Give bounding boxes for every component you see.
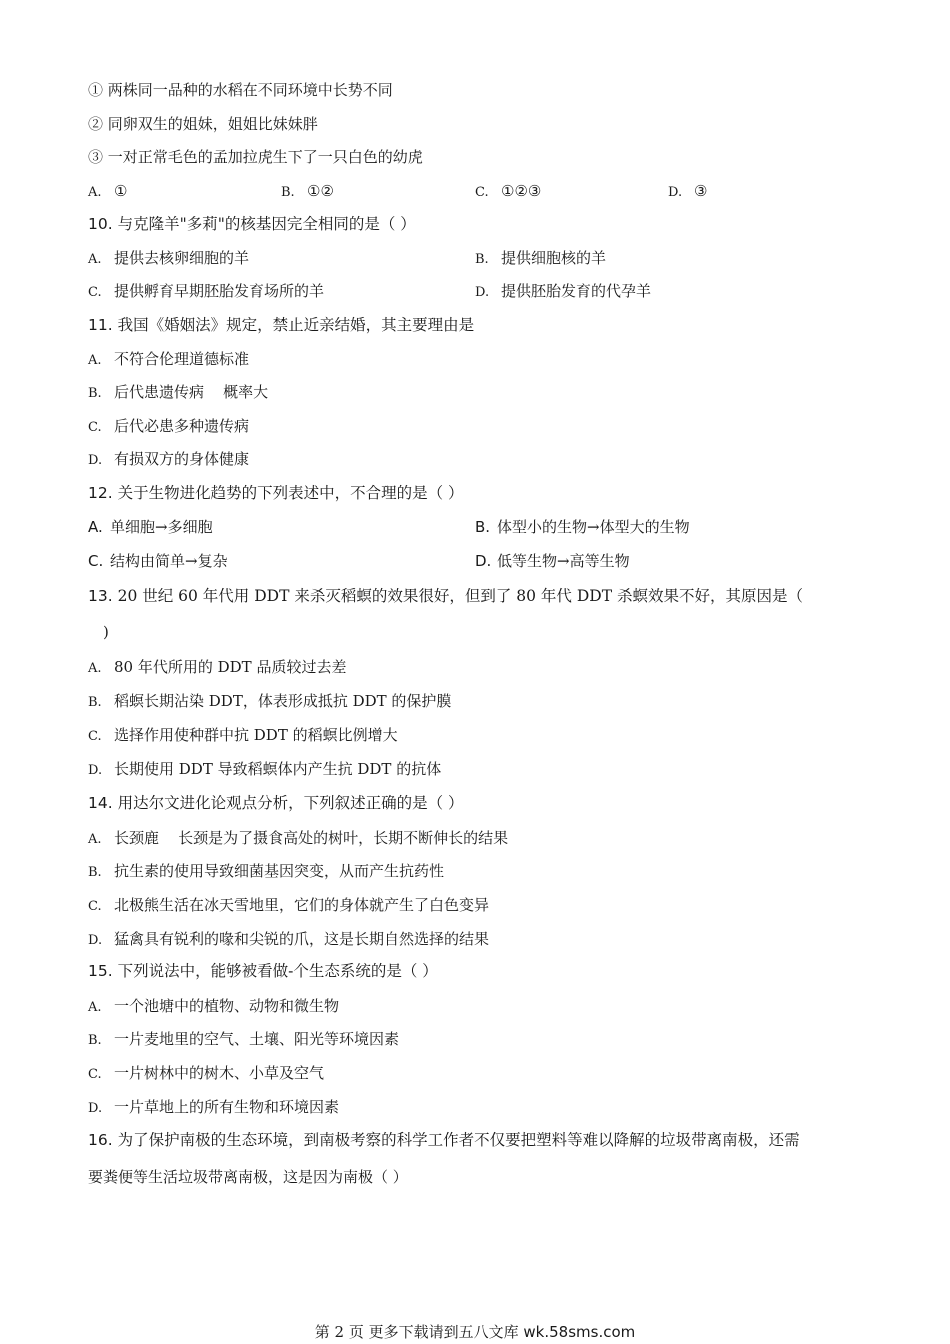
q15-stem: 15. 下列说法中，能够被看做-个生态系统的是（ ） (88, 962, 438, 980)
q9-item-1: ① 两株同一品种的水稻在不同环境中长势不同 (88, 81, 393, 99)
page-footer (0, 1322, 950, 1342)
q15-option-b: B. 一片麦地里的空气、土壤、阳光等环境因素 (88, 1030, 400, 1048)
q11-option-b: B. 后代患遗传病 概率大 (88, 383, 269, 401)
q14-option-c: C. 北极熊生活在冰天雪地里，它们的身体就产生了白色变异 (88, 896, 490, 914)
q13-stem-continuation: ) (103, 623, 109, 641)
q9-item-2: ② 同卵双生的姐妹，姐姐比妹妹胖 (88, 115, 318, 133)
q15-option-c: C. 一片树林中的树木、小草及空气 (88, 1064, 325, 1082)
q13-option-b: B. 稻螟长期沾染 DDT，体表形成抵抗 DDT 的保护膜 (88, 692, 452, 710)
q13-option-c: C. 选择作用使种群中抗 DDT 的稻螟比例增大 (88, 726, 398, 744)
q13-option-a: A. 80 年代所用的 DDT 品质较过去差 (88, 658, 347, 676)
q13-stem: 13. 20 世纪 60 年代用 DDT 来杀灭稻螟的效果很好，但到了 80 年代 DDT 杀螟效果不好，其原因是（ (88, 587, 803, 605)
q9-option-a: A. ① (88, 182, 128, 200)
q11-option-a: A. 不符合伦理道德标准 (88, 350, 250, 368)
q10-option-a: A. 提供去核卵细胞的羊 (88, 249, 250, 267)
q15-option-a: A. 一个池塘中的植物、动物和微生物 (88, 997, 340, 1015)
q9-option-b: B. ①② (281, 182, 334, 200)
q10-option-b: B. 提供细胞核的羊 (475, 249, 607, 267)
q11-stem: 11. 我国《婚姻法》规定，禁止近亲结婚，其主要理由是 (88, 316, 475, 334)
page-number: 第 2 页 (314, 1323, 364, 1341)
q13-option-d: D. 长期使用 DDT 导致稻螟体内产生抗 DDT 的抗体 (88, 760, 442, 778)
q14-option-a: A. 长颈鹿 长颈是为了摄食高处的树叶，长期不断伸长的结果 (88, 829, 509, 847)
q12-option-c: C. 结构由简单→复杂 (88, 552, 228, 570)
q12-option-b: B. 体型小的生物→体型大的生物 (475, 518, 690, 536)
q9-option-c: C. ①②③ (475, 182, 542, 200)
q14-option-b: B. 抗生素的使用导致细菌基因突变，从而产生抗药性 (88, 862, 445, 880)
q14-option-d: D. 猛禽具有锐利的喙和尖锐的爪，这是长期自然选择的结果 (88, 930, 490, 948)
q10-option-d: D. 提供胚胎发育的代孕羊 (475, 282, 652, 300)
q12-stem: 12. 关于生物进化趋势的下列表述中，不合理的是（ ） (88, 484, 464, 502)
q11-option-c: C. 后代必患多种遗传病 (88, 417, 250, 435)
q11-option-d: D. 有损双方的身体健康 (88, 450, 250, 468)
q14-stem: 14. 用达尔文进化论观点分析，下列叙述正确的是（ ） (88, 794, 464, 812)
q9-option-d: D. ③ (668, 182, 708, 200)
q15-option-d: D. 一片草地上的所有生物和环境因素 (88, 1098, 340, 1116)
q12-option-a: A. 单细胞→多细胞 (88, 518, 213, 536)
q12-option-d: D. 低等生物→高等生物 (475, 552, 630, 570)
q16-stem-continuation: 要粪便等生活垃圾带离南极，这是因为南极（ ） (88, 1168, 408, 1186)
q10-stem: 10. 与克隆羊"多莉"的核基因完全相同的是（ ） (88, 215, 416, 233)
q9-item-3: ③ 一对正常毛色的孟加拉虎生下了一只白色的幼虎 (88, 148, 423, 166)
q10-option-c: C. 提供孵育早期胚胎发育场所的羊 (88, 282, 325, 300)
q16-stem: 16. 为了保护南极的生态环境，到南极考察的科学工作者不仅要把塑料等难以降解的垃圾带离南极，还需 (88, 1131, 800, 1149)
footer-site-link[interactable]: wk.58sms.com (523, 1323, 636, 1341)
footer-text: 更多下载请到五八文库 (363, 1323, 524, 1341)
